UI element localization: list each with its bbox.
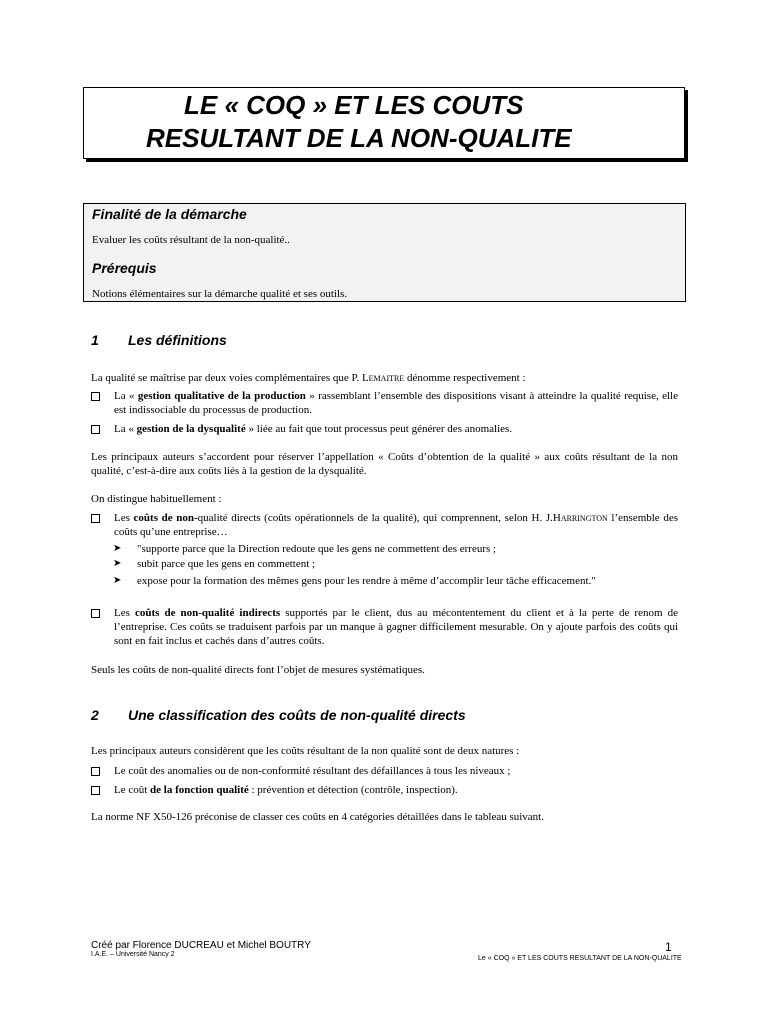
checkbox-bullet-icon xyxy=(91,425,100,434)
arrow-bullet-icon: ➤ xyxy=(113,543,122,554)
prerequis-text: Notions élémentaires sur la démarche qualité et ses outils. xyxy=(92,288,348,300)
section2-para2: La norme NF X50-126 préconise de classer ces coûts en 4 catégories détaillées dans le tableau suivant. xyxy=(91,811,544,823)
document-title-line2: RESULTANT DE LA NON-QUALITE xyxy=(146,123,572,153)
section1-title: Les définitions xyxy=(128,332,227,348)
finalite-text: Evaluer les coûts résultant de la non-qualité.. xyxy=(92,234,290,246)
title-box xyxy=(83,87,685,159)
section2-para1: Les principaux auteurs considèrent que les coûts résultant de la non qualité sont de deux natures : xyxy=(91,745,520,757)
checkbox-bullet-icon xyxy=(91,786,100,795)
page-number: 1 xyxy=(665,940,672,954)
section1-para2: Les principaux auteurs s’accordent pour réserver l’appellation « Coûts d’obtention de la qualité » aux coûts résultant de la non qualité, c’est-à-dire aux coûts liés à la gestion de la dysqualité. xyxy=(91,451,678,477)
info-box xyxy=(83,203,686,302)
section2-number: 2 xyxy=(91,707,99,723)
list-item: Le coût de la fonction qualité : prévention et détection (contrôle, inspection). xyxy=(91,783,678,797)
checkbox-bullet-icon xyxy=(91,392,100,401)
section1-intro: La qualité se maîtrise par deux voies complémentaires que P. Lemaitre dénomme respectivement : xyxy=(91,372,526,384)
list-item: La « gestion de la dysqualité » liée au fait que tout processus peut générer des anomalies. xyxy=(91,422,678,436)
list-item: Les coûts de non-qualité directs (coûts opérationnels de la qualité), qui comprennent, selon H. J.Harrington l’ensemble des coûts qu’une entreprise… xyxy=(91,511,678,539)
document-title-line1: LE « COQ » ET LES COUTS xyxy=(184,90,524,120)
section2-title: Une classification des coûts de non-qualité directs xyxy=(128,707,466,723)
footer-doc-title: Le « COQ » ET LES COUTS RESULTANT DE LA NON-QUALITE xyxy=(478,955,682,962)
checkbox-bullet-icon xyxy=(91,609,100,618)
section1-para4: Seuls les coûts de non-qualité directs font l’objet de mesures systématiques. xyxy=(91,664,425,676)
section1-number: 1 xyxy=(91,332,99,348)
footer-institution: I.A.E. – Université Nancy 2 xyxy=(91,951,175,958)
arrow-bullet-icon: ➤ xyxy=(113,558,122,569)
arrow-bullet-icon: ➤ xyxy=(113,575,122,586)
checkbox-bullet-icon xyxy=(91,514,100,523)
list-item: Le coût des anomalies ou de non-conformité résultant des défaillances à tous les niveaux ; xyxy=(91,764,678,778)
list-item: La « gestion qualitative de la production » rassemblant l’ensemble des dispositions visant à atteindre la qualité requise, elle est indissociable du processus de production. xyxy=(91,389,678,417)
list-item: Les coûts de non-qualité indirects supportés par le client, dus au mécontentement du client et à la perte de renom de l’entreprise. Ces coûts se traduisent parfois par un manque à gagner difficilement mesurable. On y ajoute parfois des coûts qui sont en fait inclus et cachés dans d’autres coûts. xyxy=(91,606,678,648)
section1-para3: On distingue habituellement : xyxy=(91,493,222,505)
finalite-heading: Finalité de la démarche xyxy=(92,206,247,222)
footer-authors: Créé par Florence DUCREAU et Michel BOUTRY xyxy=(91,940,311,951)
checkbox-bullet-icon xyxy=(91,767,100,776)
prerequis-heading: Prérequis xyxy=(92,260,157,276)
